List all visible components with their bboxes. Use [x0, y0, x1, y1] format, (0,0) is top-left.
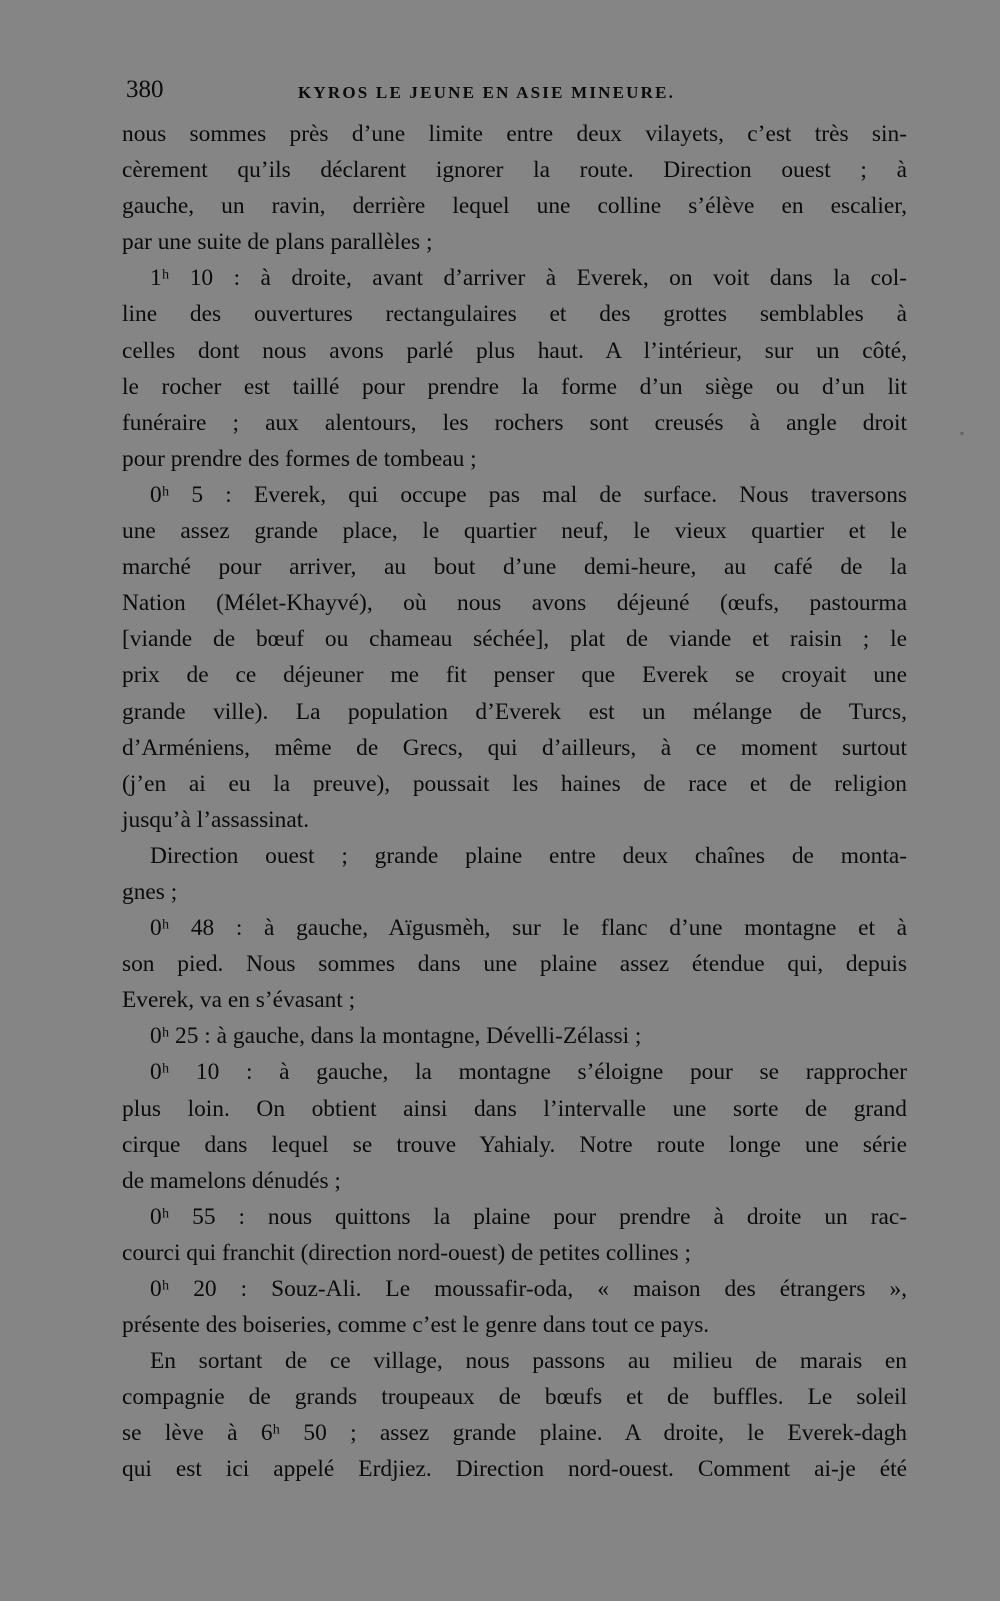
text-line: gnes ; [122, 878, 178, 905]
text-line: d’Arméniens, même de Grecs, qui d’ailleurs, à ce moment surtout [122, 734, 907, 761]
text-line: pour prendre des formes de tombeau ; [122, 445, 477, 472]
text-line: Direction ouest ; grande plaine entre deux chaînes de monta- [150, 842, 907, 869]
text-line: jusqu’à l’assassinat. [122, 806, 310, 833]
page-header [122, 76, 907, 116]
text-line: line des ouvertures rectangulaires et des grottes semblables à [122, 301, 907, 328]
body-text [122, 116, 907, 1488]
text-line: son pied. Nous sommes dans une plaine assez étendue qui, depuis [122, 951, 907, 978]
text-line: courci qui franchit (direction nord-ouest) de petites collines ; [122, 1239, 691, 1266]
text-line: par une suite de plans parallèles ; [122, 229, 433, 256]
text-line: plus loin. On obtient ainsi dans l’intervalle une sorte de grand [122, 1095, 907, 1122]
text-line: le rocher est taillé pour prendre la forme d’un siège ou d’un lit [122, 373, 907, 400]
text-line: compagnie de grands troupeaux de bœufs et de buffles. Le soleil [122, 1384, 907, 1411]
text-line: 0ʰ 5 : Everek, qui occupe pas mal de surface. Nous traversons [150, 481, 907, 508]
text-line: 0ʰ 20 : Souz-Ali. Le moussafir-oda, « maison des étrangers », [150, 1276, 907, 1302]
text-line: celles dont nous avons parlé plus haut. A l’intérieur, sur un côté, [122, 337, 907, 364]
text-line: 0ʰ 48 : à gauche, Aïgusmèh, sur le flanc d’une montagne et à [150, 915, 907, 942]
running-title: KYROS LE JEUNE EN ASIE MINEURE. [298, 83, 676, 102]
text-line: gauche, un ravin, derrière lequel une colline s’élève en escalier, [122, 193, 907, 220]
text-line: prix de ce déjeuner me fit penser que Everek se croyait une [122, 662, 907, 689]
text-line: 0ʰ 10 : à gauche, la montagne s’éloigne pour se rapprocher [150, 1059, 907, 1086]
text-line: (j’en ai eu la preuve), poussait les haines de race et de religion [122, 770, 907, 797]
text-line: funéraire ; aux alentours, les rochers sont creusés à angle droit [122, 409, 907, 436]
text-line: Everek, va en s’évasant ; [122, 987, 356, 1014]
text-line: une assez grande place, le quartier neuf, le vieux quartier et le [122, 518, 907, 545]
text-line: se lève à 6ʰ 50 ; assez grande plaine. A droite, le Everek-dagh [122, 1420, 907, 1447]
text-line: nous sommes près d’une limite entre deux vilayets, c’est très sin- [122, 121, 907, 147]
text-line: Nation (Mélet-Khayvé), où nous avons déjeuné (œufs, pastourma [122, 590, 907, 617]
text-line: 0ʰ 55 : nous quittons la plaine pour prendre à droite un rac- [150, 1203, 907, 1230]
book-page [122, 76, 907, 1488]
text-line: 1ʰ 10 : à droite, avant d’arriver à Everek, on voit dans la col- [150, 265, 907, 292]
text-line: grande ville). La population d’Everek est un mélange de Turcs, [122, 698, 907, 725]
text-line: cèrement qu’ils déclarent ignorer la route. Direction ouest ; à [122, 157, 907, 184]
text-line: En sortant de ce village, nous passons au milieu de marais en [150, 1348, 907, 1375]
text-line: 0ʰ 25 : à gauche, dans la montagne, Dévelli-Zélassi ; [150, 1023, 642, 1050]
text-line: [viande de bœuf ou chameau séchée], plat de viande et raisin ; le [122, 626, 907, 653]
text-line: de mamelons dénudés ; [122, 1167, 341, 1194]
text-line: marché pour arriver, au bout d’une demi-heure, au café de la [122, 554, 907, 581]
page-number: 380 [126, 76, 164, 103]
text-line: qui est ici appelé Erdjiez. Direction nord-ouest. Comment ai-je été [122, 1456, 907, 1483]
margin-mark: ◦ [960, 428, 964, 440]
text-line: cirque dans lequel se trouve Yahialy. Notre route longe une série [122, 1131, 907, 1158]
text-line: présente des boiseries, comme c’est le genre dans tout ce pays. [122, 1312, 710, 1339]
